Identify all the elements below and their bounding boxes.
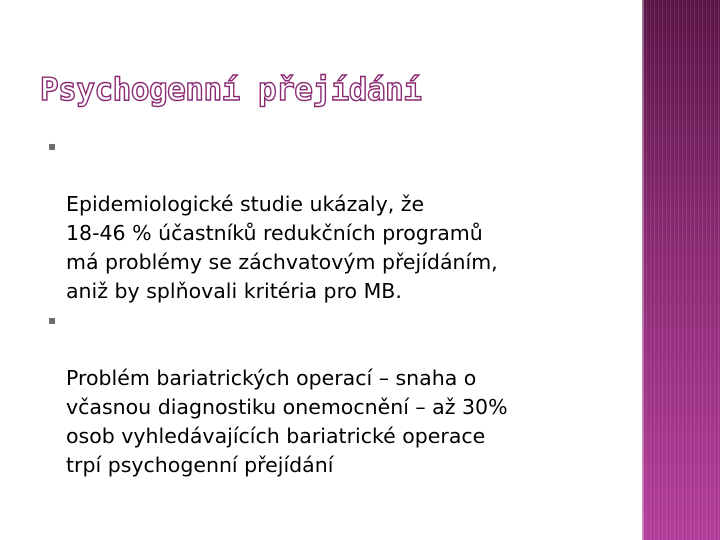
slide-title: Psychogenní přejídání xyxy=(40,72,422,108)
bullet-text: Epidemiologické studie ukázaly, že 18-46 % účastníků redukčních programů má problémy se záchvatovým přejídáním, aniž by splňovali kritéria pro MB. xyxy=(66,192,498,303)
bullet-marker-icon: ▪ xyxy=(48,313,57,327)
panel-stripes xyxy=(642,0,720,540)
bullet-item xyxy=(48,306,608,480)
decorative-side-panel xyxy=(642,0,720,540)
bullet-list xyxy=(48,132,608,480)
bullet-text: Problém bariatrických operací – snaha o včasnou diagnostiku onemocnění – až 30% osob vyhledávajících bariatrické operace trpí psychogenní přejídání xyxy=(66,366,508,477)
bullet-marker-icon: ▪ xyxy=(48,139,57,153)
panel-edge xyxy=(642,0,644,540)
bullet-item xyxy=(48,132,608,306)
